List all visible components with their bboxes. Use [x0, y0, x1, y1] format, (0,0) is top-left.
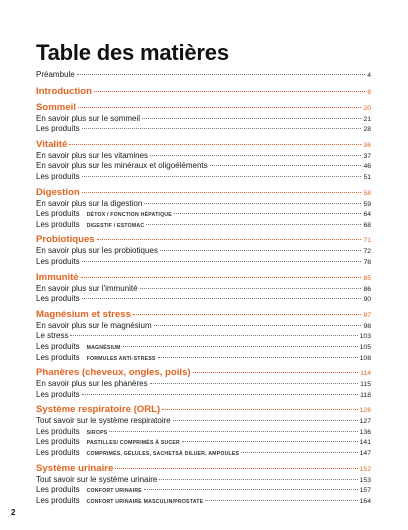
entry-title: Tout savoir sur le système respiratoire: [36, 416, 171, 426]
toc-page-number: 103: [359, 333, 371, 341]
toc-page-number: 108: [359, 354, 371, 362]
toc-page-number: 97: [363, 311, 371, 319]
toc-page-number: 98: [363, 322, 371, 330]
toc-entry: [36, 70, 371, 81]
toc-page-number: 78: [363, 258, 371, 266]
entry-category-tag: PASTILLES/ COMPRIMÉS À SUCER: [86, 440, 181, 447]
entry-title: Les produits: [36, 171, 80, 181]
dot-leader: [123, 346, 358, 347]
dot-leader: [82, 176, 362, 177]
toc-entry: [36, 427, 371, 438]
toc-entry: [36, 353, 371, 364]
dot-leader: [154, 325, 362, 326]
dot-leader: [160, 250, 362, 251]
section-title: Phanères (cheveux, ongles, poils): [36, 367, 191, 379]
entry-category-tag: DIGESTIF / ESTOMAC: [86, 222, 145, 229]
section-title: Vitalité: [36, 138, 68, 150]
dot-leader: [82, 394, 359, 395]
toc-page-number: 153: [359, 476, 371, 484]
entry-title: Les produits: [36, 219, 80, 229]
entry-title: Tout savoir sur le système urinaire: [36, 474, 158, 484]
toc-page-number: 86: [363, 285, 371, 293]
dot-leader: [82, 298, 362, 299]
toc-entry: [36, 114, 371, 125]
section-title: Digestion: [36, 186, 80, 198]
toc-entry: [36, 496, 371, 507]
toc-section-heading: [36, 271, 371, 284]
dot-leader: [140, 288, 362, 289]
dot-leader: [144, 203, 361, 204]
toc-entry: [36, 257, 371, 268]
dot-leader: [174, 213, 362, 214]
entry-category-tag: SIROPS: [86, 429, 108, 436]
toc-entry: [36, 331, 371, 342]
toc-entry: [36, 390, 371, 401]
entry-title: En savoir plus sur les phanères: [36, 379, 148, 389]
toc-page-number: 141: [359, 439, 371, 447]
toc-page-number: 8: [367, 88, 371, 96]
page-number: 2: [11, 508, 16, 517]
entry-title: En savoir plus sur les probiotiques: [36, 246, 158, 256]
entry-title: Les produits: [36, 485, 80, 495]
dot-leader: [82, 128, 362, 129]
toc-entry: [36, 475, 371, 486]
dot-leader: [133, 314, 362, 315]
toc-entry: [36, 124, 371, 135]
toc-page-number: 68: [363, 221, 371, 229]
toc-section-heading: [36, 308, 371, 321]
toc-page-number: 36: [363, 141, 371, 149]
dot-leader: [77, 74, 366, 75]
toc-entry: [36, 209, 371, 220]
dot-leader: [158, 357, 358, 358]
dot-leader: [109, 431, 357, 432]
entry-title: Les produits: [36, 352, 80, 362]
entry-category-tag: DÉTOX / FONCTION HÉPATIQUE: [86, 212, 172, 219]
dot-leader: [150, 155, 361, 156]
section-title: Magnésium et stress: [36, 308, 131, 320]
dot-leader: [146, 224, 361, 225]
entry-title: Les produits: [36, 341, 80, 351]
toc-section-heading: [36, 101, 371, 114]
section-title: Immunité: [36, 271, 79, 283]
dot-leader: [142, 118, 361, 119]
toc-entry: [36, 172, 371, 183]
entry-title: Les produits: [36, 389, 80, 399]
toc-page-number: 118: [360, 391, 371, 399]
dot-leader: [94, 91, 365, 92]
toc-section-heading: [36, 85, 371, 98]
toc-entry: [36, 294, 371, 305]
toc-page-number: 157: [359, 487, 371, 495]
entry-title: Les produits: [36, 124, 80, 134]
entry-title: Les produits: [36, 437, 80, 447]
toc-page-number: 46: [363, 163, 371, 171]
dot-leader: [173, 420, 358, 421]
toc-section-heading: [36, 186, 371, 199]
toc-section-heading: [36, 462, 371, 475]
toc-page-number: 114: [360, 370, 371, 378]
toc-page-number: 59: [363, 200, 371, 208]
toc-page-number: 37: [363, 152, 371, 160]
toc-page-number: 127: [359, 418, 371, 426]
toc-entry: [36, 437, 371, 448]
dot-leader: [144, 489, 358, 490]
entry-title: En savoir plus sur le magnésium: [36, 320, 152, 330]
entry-title: Les produits: [36, 294, 80, 304]
entry-title: En savoir plus sur les vitamines: [36, 150, 149, 160]
toc-page-number: 51: [363, 173, 371, 181]
section-title: Système urinaire: [36, 462, 114, 474]
table-of-contents: [36, 70, 371, 506]
dot-leader: [159, 479, 357, 480]
toc-page-number: 85: [363, 274, 371, 282]
entry-title: Le stress: [36, 331, 69, 341]
dot-leader: [241, 452, 357, 453]
toc-entry: [36, 485, 371, 496]
dot-leader: [162, 409, 357, 410]
toc-page-number: 4: [367, 72, 371, 79]
entry-title: Les produits: [36, 256, 80, 266]
entry-title: Les produits: [36, 426, 80, 436]
dot-leader: [82, 192, 362, 193]
toc-section-heading: [36, 138, 371, 151]
toc-entry: [36, 151, 371, 162]
toc-section-heading: [36, 233, 371, 246]
dot-leader: [193, 372, 359, 373]
dot-leader: [82, 261, 362, 262]
toc-entry: [36, 416, 371, 427]
toc-page-number: 147: [359, 450, 371, 458]
section-title: Sommeil: [36, 101, 76, 113]
toc-page-number: 28: [363, 126, 371, 134]
dot-leader: [78, 107, 361, 108]
entry-category-tag: MAGNÉSIUM: [86, 344, 121, 351]
toc-page-number: 136: [359, 428, 371, 436]
entry-title: Les produits: [36, 209, 80, 219]
toc-entry: [36, 220, 371, 231]
toc-entry: [36, 284, 371, 295]
dot-leader: [150, 383, 359, 384]
toc-entry: [36, 246, 371, 257]
toc-page-number: 72: [363, 248, 371, 256]
toc-entry: [36, 379, 371, 390]
section-title: Introduction: [36, 85, 92, 97]
toc-entry: [36, 448, 371, 459]
dot-leader: [210, 165, 362, 166]
toc-page-number: 115: [360, 381, 371, 389]
toc-page-number: 152: [359, 465, 371, 473]
dot-leader: [69, 144, 361, 145]
entry-title: Les produits: [36, 448, 80, 458]
dot-leader: [115, 468, 357, 469]
entry-title: En savoir plus sur le sommeil: [36, 113, 141, 123]
toc-entry: [36, 161, 371, 172]
dot-leader: [182, 441, 358, 442]
entry-category-tag: FORMULES ANTI-STRESS: [86, 355, 156, 362]
section-title: Système respiratoire (ORL): [36, 404, 161, 416]
toc-entry: [36, 199, 371, 210]
toc-entry: [36, 342, 371, 353]
dot-leader: [81, 277, 362, 278]
toc-section-heading: [36, 403, 371, 416]
entry-category-tag: CONFORT URINAIRE: [86, 488, 142, 495]
toc-entry: [36, 321, 371, 332]
dot-leader: [97, 239, 362, 240]
entry-category-tag: COMPRIMÉS, GÉLULES, SACHETSÀ DILUER, AMPOULES: [86, 451, 240, 458]
toc-page-number: 20: [363, 104, 371, 112]
toc-page-number: 64: [363, 211, 371, 219]
toc-page-number: 71: [363, 237, 371, 245]
dot-leader: [70, 335, 357, 336]
entry-title: En savoir plus sur la digestion: [36, 198, 143, 208]
toc-page-number: 90: [363, 296, 371, 304]
toc-page-number: 126: [359, 407, 371, 415]
section-title: Probiotiques: [36, 234, 95, 246]
toc-page-number: 164: [359, 497, 371, 505]
toc-page-number: 58: [363, 189, 371, 197]
entry-category-tag: CONFORT URINAIRE MASCULIN/PROSTATE: [86, 498, 204, 505]
toc-page-number: 105: [359, 343, 371, 351]
entry-title: En savoir plus sur l'immunité: [36, 283, 138, 293]
toc-page-number: 21: [363, 115, 371, 123]
entry-title: Les produits: [36, 495, 80, 505]
page-title: Table des matières: [36, 40, 229, 65]
toc-section-heading: [36, 366, 371, 379]
dot-leader: [205, 500, 357, 501]
entry-title: En savoir plus sur les minéraux et oligoéléments: [36, 161, 208, 171]
entry-title: Préambule: [36, 70, 75, 79]
